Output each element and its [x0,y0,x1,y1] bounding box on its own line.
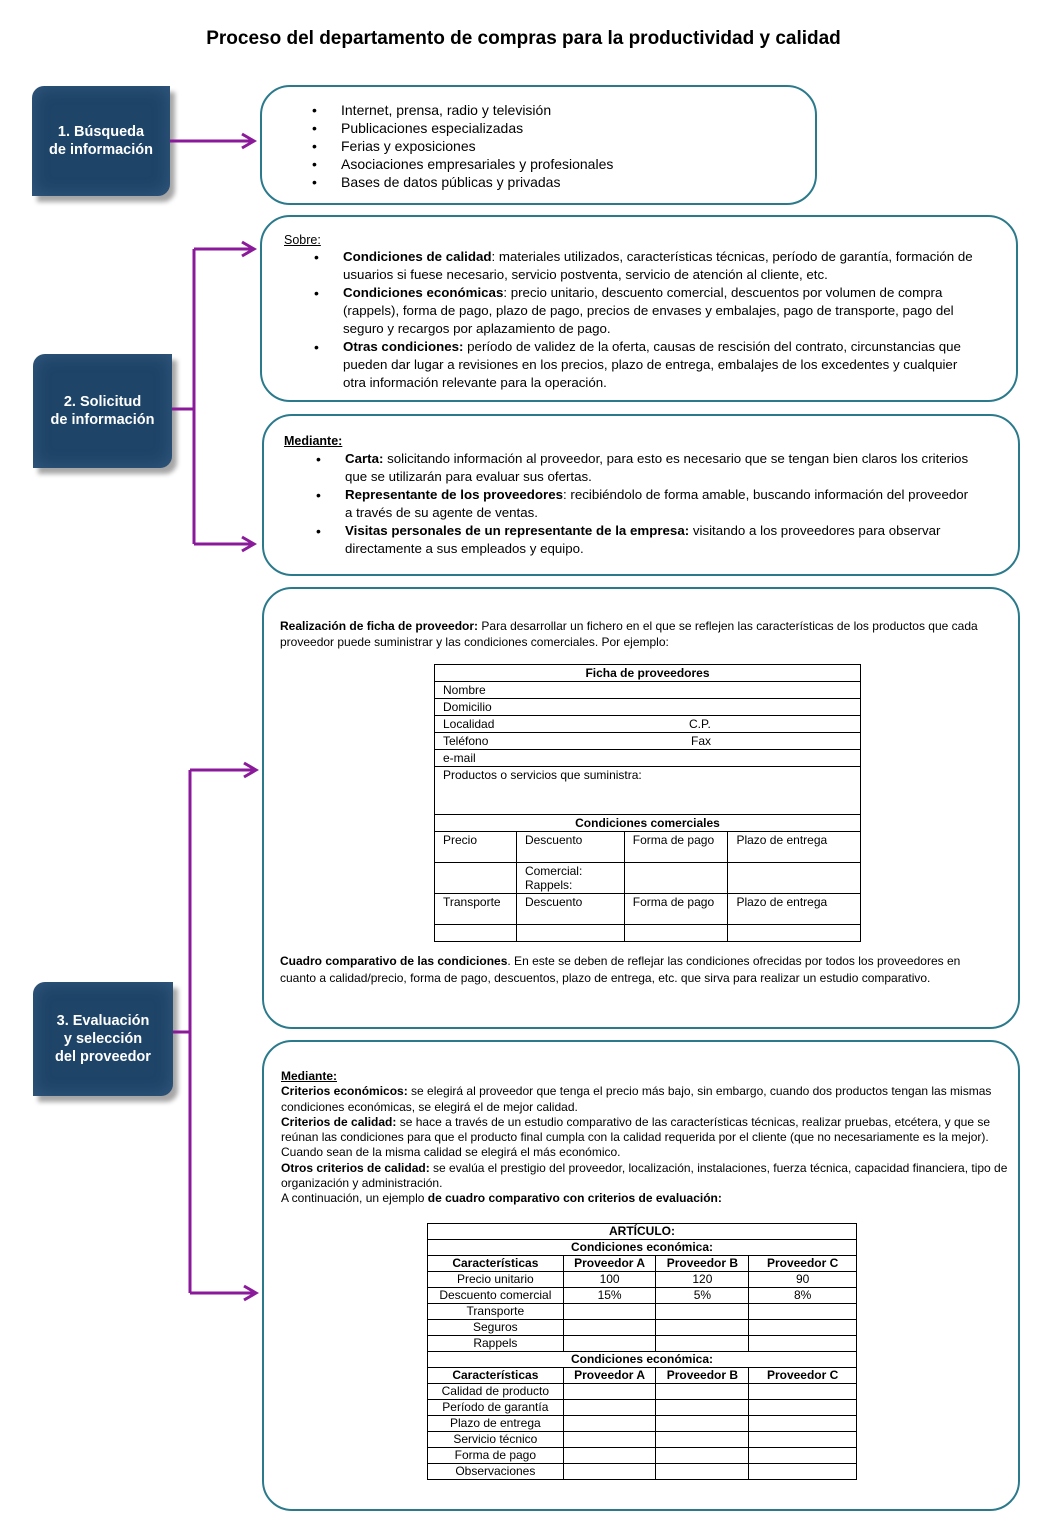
comp-header: Características [428,1368,564,1384]
comp-header: Proveedor B [656,1368,749,1384]
table-cell [749,1336,857,1352]
table-cell [563,1384,656,1400]
criterios-eco [281,1084,1009,1115]
list-item-text: solicitando información al proveedor, para esto es necesario que se tengan bien claros los criterios que se utilizarán para evaluar sus ofertas. [345,451,969,484]
ficha-intro [280,618,1005,650]
table-cell [563,1416,656,1432]
list-item-bold: Visitas personales de un representante de la empresa: [345,523,690,538]
table-row [428,1416,857,1432]
criterios-cal [281,1115,1009,1161]
table-cell [656,1336,749,1352]
cuadro-text: . En este se deben de reflejar las condiciones ofrecidas por todos los proveedores en cuanto a calidad/precio, forma de pago, descuentos, plazo de entrega, etc. que sirva para realizar un estudio comparativo. [280,954,961,985]
list-item-text: visitando a los proveedores para observar directamente a sus empleados y equipo. [345,523,941,556]
table-cell [656,1384,749,1400]
list-item-bold: Otras condiciones: [343,339,464,354]
table-cell [749,1432,857,1448]
table-cell [563,1448,656,1464]
ficha-empty-cell [728,863,861,894]
table-cell: 90 [749,1272,857,1288]
table-cell [749,1304,857,1320]
table-row [428,1272,857,1288]
table-cell: 8% [749,1288,857,1304]
table-cell [749,1464,857,1480]
mediante-label: Mediante: [284,434,343,448]
comparativo-table [427,1223,857,1480]
cuadro-text-block [280,953,980,987]
step-evaluacion-line1: 3. Evaluación [56,1013,150,1029]
step-evaluacion-line2: y selección [63,1031,143,1047]
sobre-list [314,248,979,392]
criterios-box [262,1040,1020,1511]
list-item-text: : materiales utilizados, características técnicas, período de garantía, formación de usuarios si fuese necesario, servicio postventa, servicio de atención al cliente, etc. [343,249,973,282]
criterios-cal-bold: Criterios de calidad: [281,1114,397,1129]
comp-header: Proveedor A [563,1256,656,1272]
ficha-plazo2: Plazo de entrega [728,894,861,925]
table-cell: Descuento comercial [428,1288,564,1304]
table-row [428,1448,857,1464]
table-cell [749,1416,857,1432]
table-cell [656,1464,749,1480]
list-item-bold: Condiciones de calidad [343,249,492,264]
list-item: • Publicaciones especializadas [312,119,613,137]
table-cell [656,1304,749,1320]
ficha-descuento2: Descuento [516,894,624,925]
list-item: • Asociaciones empresariales y profesionales [312,155,613,173]
list-item [316,486,976,522]
ficha-email: e-mail [435,750,861,767]
list-item [316,522,976,558]
table-row [428,1304,857,1320]
ficha-rappels: Rappels: [524,878,573,892]
ficha-box [262,587,1020,1029]
table-cell: Seguros [428,1320,564,1336]
ficha-forma-pago: Forma de pago [624,832,728,863]
list-item-bold: Condiciones económicas [343,285,504,300]
list-item-text: : recibiéndolo de forma amable, buscando información del proveedor a través de su agente de ventas. [345,487,969,520]
ficha-productos: Productos o servicios que suministra: [435,767,861,815]
table-cell: 15% [563,1288,656,1304]
comp-header: Características [428,1256,564,1272]
table-cell [563,1464,656,1480]
page-title: Proceso del departamento de compras para la productividad y calidad [206,28,841,49]
criterios-ejemplo [281,1191,1009,1206]
busqueda-box [260,85,817,205]
criterios-eco-bold: Criterios económicos: [281,1084,408,1099]
step-busqueda-line1: 1. Búsqueda [57,124,145,140]
table-row [428,1464,857,1480]
criterios-ejemplo-bold: de cuadro comparativo con criterios de evaluación: [427,1191,722,1206]
step-solicitud-line2: de información [50,412,155,428]
ficha-domicilio: Domicilio [435,699,861,716]
sobre-label [284,233,321,247]
ficha-localidad: Localidad [443,717,495,731]
ficha-transporte: Transporte [435,894,517,925]
ficha-telefono-row [435,733,861,750]
table-cell [656,1320,749,1336]
table-cell: 120 [656,1272,749,1288]
table-cell [563,1320,656,1336]
criterios-cal-text: se hace a través de un estudio comparativo de las características técnicas, realizar pruebas, etcétera, y que se reúnan las condiciones para que el producto final cumpla con la calidad requerida por el cliente (que no necesariamente es la mejor). Cuando sean de la misma calidad se elegirá el más económico. [281,1114,991,1160]
list-item-bold: Carta: [345,451,384,466]
ficha-title: Ficha de proveedores [435,665,861,682]
step-busqueda-line2: de información [49,142,153,158]
comp-cond2: Condiciones económica: [428,1352,857,1368]
ficha-precio: Precio [435,832,517,863]
comp-cond1: Condiciones económica: [428,1240,857,1256]
sobre-box [260,215,1018,402]
table-cell [749,1448,857,1464]
table-cell: Rappels [428,1336,564,1352]
table-cell [656,1416,749,1432]
ficha-empty-cell [624,863,728,894]
table-cell: 5% [656,1288,749,1304]
table-cell [749,1384,857,1400]
table-cell: Observaciones [428,1464,564,1480]
list-item [316,450,976,486]
list-item: • Ferias y exposiciones [312,137,613,155]
criterios-label: Mediante: [281,1069,338,1083]
ficha-forma-pago2: Forma de pago [624,894,728,925]
table-cell: Período de garantía [428,1400,564,1416]
ficha-empty-cell [624,925,728,942]
table-cell: Forma de pago [428,1448,564,1464]
table-cell: 100 [563,1272,656,1288]
table-cell: Servicio técnico [428,1432,564,1448]
table-cell [656,1400,749,1416]
criterios-otros-text: se evalúa el prestigio del proveedor, localización, instalaciones, fuerza técnica, capacidad financiera, tipo de organización y administración. [281,1160,1008,1191]
criterios-otros-bold: Otros criterios de calidad: [281,1160,430,1175]
ficha-fax: Fax [691,734,712,748]
criterios-ejemplo-text: A continuación, un ejemplo [281,1191,428,1206]
table-row [428,1432,857,1448]
table-cell [563,1336,656,1352]
ficha-empty-cell [728,925,861,942]
comp-header: Proveedor C [749,1368,857,1384]
ficha-telefono: Teléfono [443,734,489,748]
list-item-text: : precio unitario, descuento comercial, descuentos por volumen de compra (rappels), forma de pago, plazo de pago, precios de envases y embalajes, pago de transporte, pago del seguro y recargos por aplazamiento de pago. [343,285,954,336]
comp-header: Proveedor C [749,1256,857,1272]
list-item [314,284,979,338]
sobre-label-colon: : [317,233,321,247]
list-item-bold: Representante de los proveedores [345,487,563,502]
list-item [314,248,979,284]
ficha-comercial-cell [516,863,624,894]
table-row [428,1400,857,1416]
table-cell [656,1448,749,1464]
table-cell: Precio unitario [428,1272,564,1288]
list-item: • Bases de datos públicas y privadas [312,173,613,191]
ficha-intro-bold: Realización de ficha de proveedor: [280,619,479,633]
ficha-descuento: Descuento [516,832,624,863]
cuadro-bold: Cuadro comparativo de las condiciones [280,954,508,968]
criterios-text-block [281,1069,1009,1207]
ficha-cp: C.P. [689,717,711,731]
comp-header: Proveedor B [656,1256,749,1272]
table-row [428,1320,857,1336]
ficha-comercial: Comercial: [524,864,583,878]
table-cell [563,1304,656,1320]
ficha-plazo: Plazo de entrega [728,832,861,863]
ficha-condiciones: Condiciones comerciales [435,815,861,832]
criterios-otros [281,1161,1009,1192]
table-cell [656,1432,749,1448]
table-cell [563,1400,656,1416]
comp-header: Proveedor A [563,1368,656,1384]
ficha-empty-cell [435,925,517,942]
table-row [428,1384,857,1400]
mediante-box [262,414,1020,576]
table-cell [749,1320,857,1336]
table-cell [749,1400,857,1416]
table-cell [563,1432,656,1448]
list-item [314,338,979,392]
table-row [428,1288,857,1304]
sobre-label-text: Sobre [284,233,318,247]
ficha-empty-cell [435,863,517,894]
table-row [428,1336,857,1352]
list-item-text: período de validez de la oferta, causas de rescisión del contrato, circunstancias que pueden dar lugar a revisiones en los precios, plazo de entrega, embalajes de los excedentes y cualquier otra información relevante para la operación. [343,339,961,390]
mediante-list [316,450,976,558]
list-item: • Internet, prensa, radio y televisión [312,101,613,119]
ficha-empty-cell [516,925,624,942]
table-cell: Transporte [428,1304,564,1320]
criterios-eco-text: se elegirá al proveedor que tenga el precio más bajo, sin embargo, cuando dos productos tengan las mismas condiciones económicas, se elegirá el de mejor calidad. [281,1084,992,1114]
busqueda-list [312,101,613,191]
ficha-localidad-row [435,716,861,733]
ficha-nombre: Nombre [435,682,861,699]
table-cell: Calidad de producto [428,1384,564,1400]
ficha-intro-text: Para desarrollar un fichero en el que se reflejen las características de los productos que cada proveedor puede suministrar y las condiciones comerciales. Por ejemplo: [280,619,978,649]
ficha-table [434,664,861,942]
step-evaluacion-line3: del proveedor [55,1049,151,1065]
step-solicitud-line1: 2. Solicitud [63,394,142,410]
comp-articulo: ARTÍCULO: [428,1224,857,1240]
table-cell: Plazo de entrega [428,1416,564,1432]
